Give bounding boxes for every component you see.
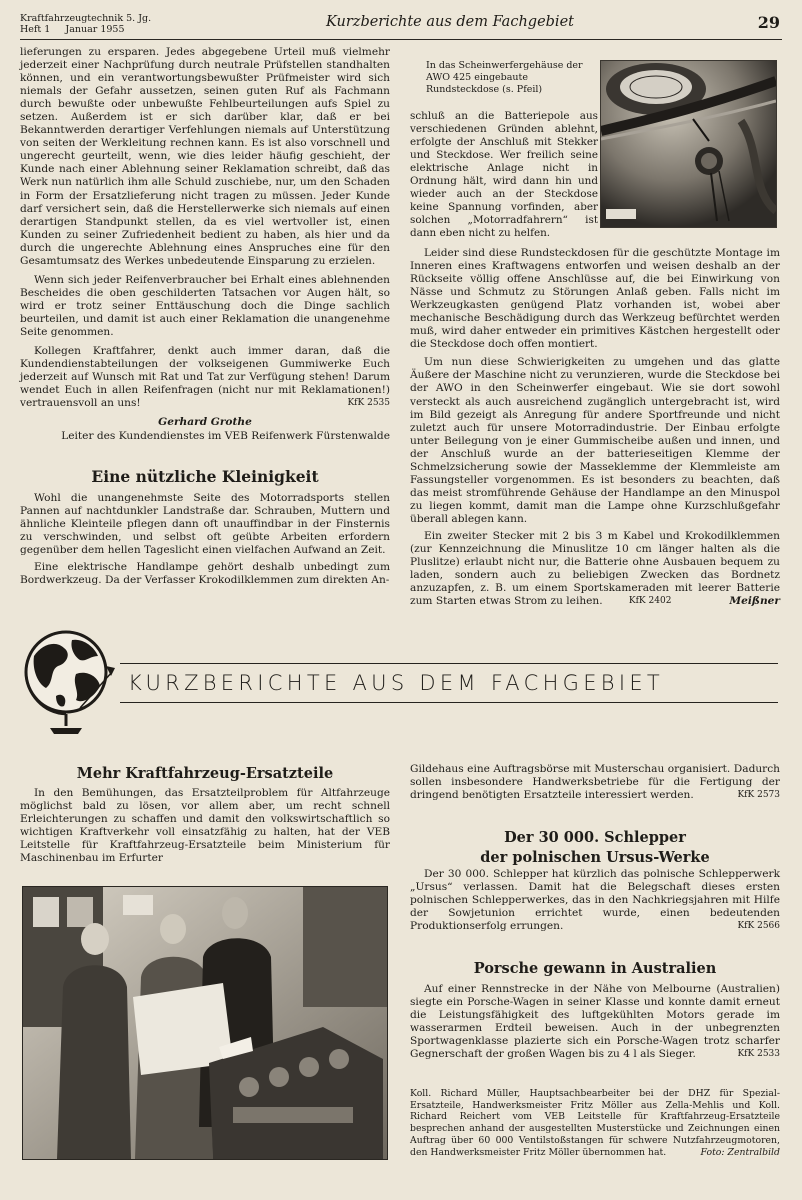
paragraph: [410, 763, 780, 802]
column-1-bottom: [20, 492, 390, 587]
page-number: 29: [757, 13, 780, 32]
article-title: [410, 828, 780, 868]
workshop-photo-drawing: [23, 887, 387, 1159]
column-2: [410, 110, 780, 608]
column-4-bottom: [410, 983, 780, 1061]
article-code: KfK 2402: [628, 596, 672, 607]
section-title: Kurzberichte aus dem Fachgebiet: [326, 14, 574, 30]
author-role: Leiter des Kundendienstes im VEB Reifenwerk Fürstenwalde: [61, 430, 390, 443]
photo-caption: In das Scheinwerfergehäuse der AWO 425 eingebaute Rundsteckdose (s. Pfeil): [426, 60, 583, 95]
paragraph: [20, 345, 390, 410]
globe-illustration: [20, 626, 116, 738]
paragraph: schluß an die Batteriepole aus verschiedenen Gründen ablehnt, erfolgte der Anschluß mit Stekker und Steckdose. Wer freilich seine elektrische Anlage nicht in Ordnung hält, wird dann hin und wieder auch an der Steckdose keine Spannung vorfinden, aber solchen „Motorradfahrern“ ist dann eben nicht zu helfen.: [410, 110, 598, 239]
column-1-top: [20, 46, 390, 443]
paragraph: [410, 983, 780, 1061]
banner-rule-top: [120, 663, 778, 664]
journal-line-1: Kraftfahrzeugtechnik 5. Jg.: [20, 13, 152, 24]
header-rule: [20, 39, 782, 40]
paragraph-text: Kollegen Kraftfahrer, denkt auch immer daran, daß die Kundendienstabteilungen der volkseigenen Gummiwerke Euch jederzeit auf Wunsch mit Rat und Tat zur Verfügung stehen! Darum wendet Euch in allen Reifenfragen (nicht nur mit Reklamationen!) vertrauensvoll an uns!: [20, 345, 390, 410]
paragraph-text: Der 30 000. Schlepper hat kürzlich das polnische Schlepperwerk „Ursus“ verlassen. Damit hat die Belegschaft dieses ersten polnischen Schlepperwerkes, das in den Nachkriegsjahren mit Hilfe der Sowjetunion errichtet wurde, einen bedeutenden Produktionserfolg errungen.: [410, 868, 780, 933]
photo-credit: Foto: Zentralbild: [700, 1146, 780, 1158]
paragraph: Um nun diese Schwierigkeiten zu umgehen und das glatte Äußere der Maschine nicht zu verunzieren, wurde die Steckdose bei der AWO in den Scheinwerfer eingebaut. Wie sie dort sowohl versteckt als auch ausreichend zugänglich untergebracht ist, wird im Bild gezeigt als Anregung für andere Sportfreunde und nicht zuletzt auch für unsere Motorradindustrie. Der Einbau erfolgte unter Beilegung von je einer Gummischeibe außen und innen, und der Anschluß wurde an der batterieseitigen Klemme der Schmelzsicherung sowie der Masseklemme der Klemmleiste am Fassungsteller vorgenommen. Es ist besonders zu beachten, daß das meist stromführende Gehäuse der Handlampe an den Minuspol zu liegen kommt, damit man die Lampe ohne Kurzschlußgefahr überall ablegen kann.: [410, 356, 780, 525]
caption-text: Koll. Richard Müller, Hauptsachbearbeiter bei der DHZ für Spezial-Ersatzteile, Handwerksmeister Fritz Möller aus Zella-Mehlis und Koll. Richard Reichert vom VEB Leitstelle für Kraftfahrzeug-Ersatzteile besprechen anhand der ausgestellten Musterstücke und Zeichnungen einen Auftrag über 60 000 Ventilstoßstangen für schwere Nutzfahrzeugmotoren, den Handwerksmeister Fritz Möller übernommen hat.: [410, 1088, 780, 1158]
column-4-top: [410, 763, 780, 802]
article-code: KfK 2566: [737, 921, 780, 932]
paragraph: [410, 530, 780, 608]
paragraph: Eine elektrische Handlampe gehört deshalb unbedingt zum Bordwerkzeug. Da der Verfasser Krokodilklemmen zum direkten An-: [20, 561, 390, 587]
banner-rule-bottom: [120, 702, 778, 703]
section-banner: [120, 663, 778, 703]
paragraph-text: Auf einer Rennstrecke in der Nähe von Melbourne (Australien) siegte ein Porsche-Wagen in seiner Klasse und konnte damit erneut die Leistungsfähigkeit des luftgekühlten Motors gerade im wasserarmen Erdteil beweisen. Auch in der unbegrenzten Sportwagenklasse plazierte sich ein Porsche-Wagen trotz scharfer Gegnerschaft der großen Wagen bis zu 4 l als Sieger.: [410, 983, 780, 1061]
article-title: Porsche gewann in Australien: [473, 960, 717, 977]
author-name: Gerhard Grothe: [158, 416, 252, 429]
paragraph: In den Bemühungen, das Ersatzteilproblem für Altfahrzeuge möglichst bald zu lösen, vor allem aber, um recht schnell Erleichterungen zu schaffen und damit den volkswirtschaftlich so wichtigen Kraftverkehr voll einsatzfähig zu halten, hat der VEB Leitstelle für Kraftfahrzeug-Ersatzteile beim Ministerium für Maschinenbau im Erfurter: [20, 787, 390, 865]
article-title-line-2: der polnischen Ursus-Werke: [480, 849, 710, 866]
column-4-middle: [410, 868, 780, 933]
article-code: KfK 2535: [347, 398, 390, 409]
paragraph-text: Gildehaus eine Auftragsbörse mit Musterschau organisiert. Dadurch sollen insbesondere Handwerksbetriebe für die Fertigung der dringend benötigten Ersatzteile interessiert werden.: [410, 763, 780, 802]
photo-caption: [410, 1088, 780, 1158]
paragraph: Leider sind diese Rundsteckdosen für die geschützte Montage im Inneren eines Kraftwagens entworfen und weisen deshalb an der Rückseite völlig offene Anschlüsse auf, die bei Einwirkung von Nässe und Schmutz zu Störungen Anlaß geben. Falls nicht im Werkzeugkasten genügend Platz vorhanden ist, wobei aber mechanische Beschädigung durch das Werkzeug befürchtet werden muß, wird daher entweder ein primitives Kästchen hergestellt oder die Steckdose doch offen montiert.: [410, 247, 780, 351]
paragraph-text: Ein zweiter Stecker mit 2 bis 3 m Kabel und Krokodilklemmen (zur Kennzeichnung die Minuslitze 10 cm länger halten als die Pluslitze) erlaubt nicht nur, die Batterie ohne Ausbauen bequem zu laden, sondern auch zu beliebigen Zwecken das Bordnetz anzuzapfen, z. B. um einem Sportskameraden mit leerer Batterie zum Starten etwas Strom zu leihen.: [410, 529, 780, 608]
banner-title: KURZBERICHTE AUS DEM FACHGEBIET: [128, 671, 665, 695]
paragraph: [410, 868, 780, 933]
journal-line-2: Heft 1 Januar 1955: [20, 24, 125, 35]
article-title: Eine nützliche Kleinigkeit: [91, 467, 319, 486]
journal-info: [20, 13, 151, 35]
article-title-line-1: Der 30 000. Schlepper: [504, 829, 686, 846]
workshop-photo: [22, 886, 388, 1160]
column-3: [20, 787, 390, 865]
paragraph: Wohl die unangenehmste Seite des Motorradsports stellen Pannen auf nachtdunkler Landstraße dar. Schrauben, Muttern und ähnliche Kleinteile pflegen dann oft unauffindbar in der Finsternis zu verschwinden, und selbst oft geübte Arbeiten erfordern gegenüber dem hellen Tageslicht einen vielfachen Aufwand an Zeit.: [20, 492, 390, 557]
article-title: Mehr Kraftfahrzeug-Ersatzteile: [76, 765, 334, 782]
author-name: Meißner: [729, 595, 780, 608]
paragraph: Wenn sich jeder Reifenverbraucher bei Erhalt eines ablehnenden Bescheides die oben geschilderten Tatsachen vor Augen hält, so wird er trotz seiner Enttäuschung doch die Dinge sachlich beurteilen, und damit ist auch einer Reklamation die unangenehme Seite genommen.: [20, 273, 390, 338]
article-code: KfK 2573: [737, 790, 780, 801]
globe-icon: [20, 626, 116, 738]
article-code: KfK 2533: [737, 1049, 780, 1060]
paragraph: lieferungen zu ersparen. Jedes abgegebene Urteil muß vielmehr jederzeit einer Nachprüfung durch neutrale Prüfstellen standhalten können, und ein verantwortungsbewußter Prüfmeister wird sich niemals der Gefahr aussetzen, seinen guten Ruf als Fachmann durch bewußte oder unbewußte Fehlbeurteilungen aufs Spiel zu setzen. Außerdem ist er sich darüber klar, daß er bei Bekanntwerden derartiger Verfehlungen niemals auf Unterstützung von seiten der Werkleitung rechnen kann. Es ist also vorschnell und ungerecht geurteilt, wenn, wie dies leider häufig geschieht, der Kunde nach einer Ablehnung seiner Reklamation schreibt, daß das Werk nun natürlich ihm alle Schuld zuschiebe, nur, um den Schaden in Form der Ersatzlieferung nicht tragen zu müssen. Jeder Kunde darf versichert sein, daß die Herstellerwerke sich niemals auf einen derartigen Standpunkt stellen, da es viel wertvoller ist, einen Kunden zu seiner Zufriedenheit bedient zu haben, als hier und da durch die ungerechte Ablehnung eines Anspruches eine für den Gesamtumsatz des Werkes unbedeutende Einsparung zu erzielen.: [20, 46, 390, 267]
